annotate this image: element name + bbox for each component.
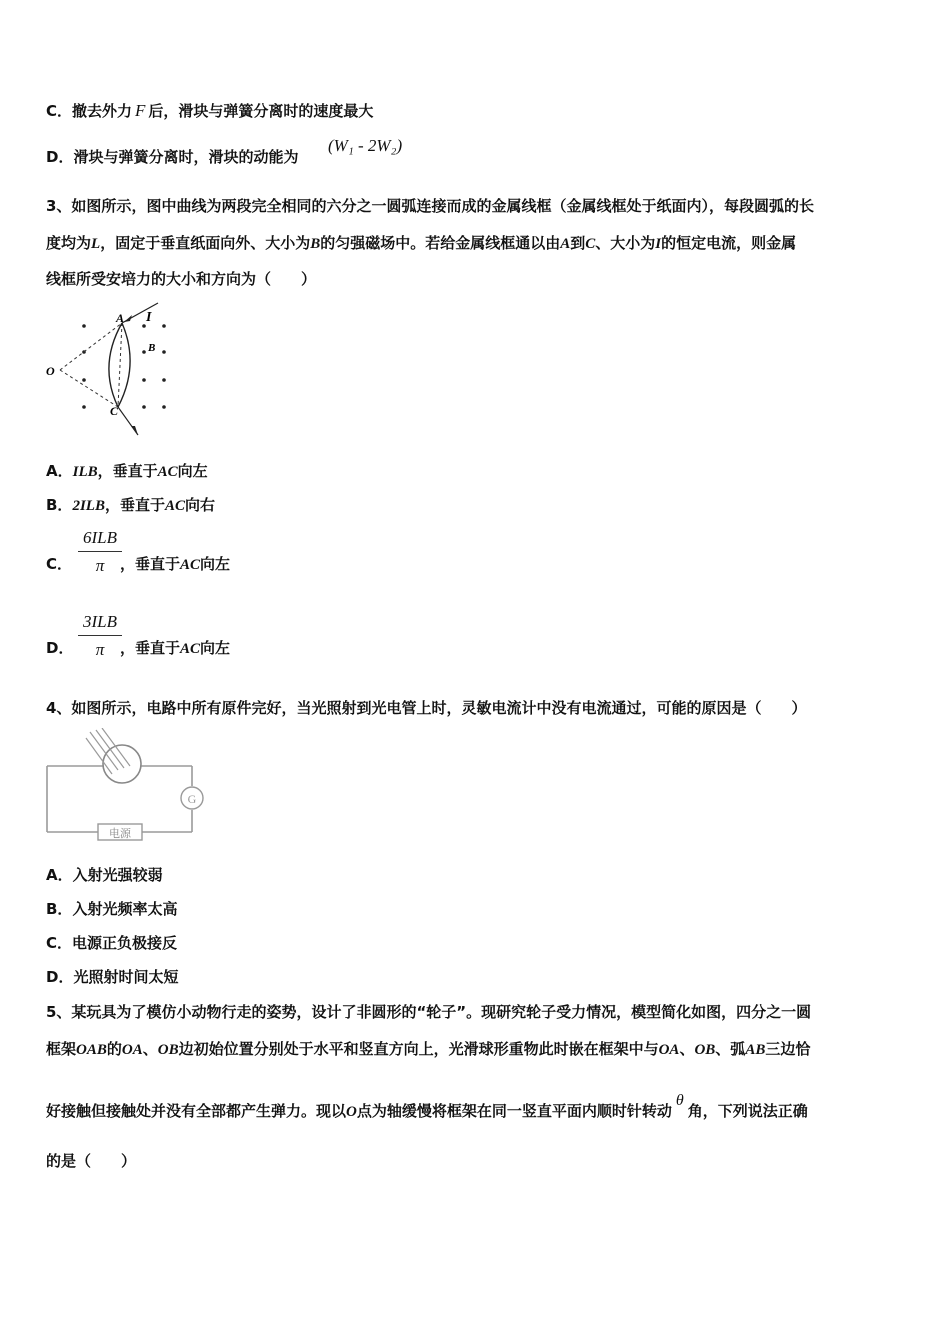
option-direction: 向左 — [200, 555, 231, 573]
label-i: I — [146, 310, 152, 325]
q3-option-d-label: D． — [46, 639, 74, 657]
stem-text: 、弧 — [715, 1040, 746, 1058]
q3-stem-line-1: 3、如图所示，图中曲线为两段完全相同的六分之一圆弧连接而成的金属线框（金属线框处于纸面内），每段圆弧的长 — [46, 197, 814, 215]
stem-text: 的 — [106, 1040, 122, 1058]
var-ob: OB — [157, 1042, 179, 1058]
q3-option-b — [46, 494, 215, 517]
option-label: D． — [46, 148, 74, 166]
option-text: 后，滑块与弹簧分离时的速度最大 — [148, 102, 374, 120]
q3-stem-line-2 — [46, 232, 796, 255]
option-direction: 向左 — [177, 462, 208, 480]
stem-text: 、大小为 — [595, 234, 656, 252]
var-ob: OB — [694, 1042, 716, 1058]
option-value: 2ILB — [72, 498, 105, 514]
q3-option-c-fraction — [78, 528, 122, 576]
fraction-numerator: 6ILB — [78, 528, 122, 552]
var-o: O — [346, 1104, 357, 1120]
label-b: B — [148, 342, 156, 354]
option-label: B． — [46, 900, 73, 918]
stem-text: 的匀强磁场中。若给金属线框通以由 — [320, 234, 561, 252]
force-symbol: F — [135, 101, 146, 120]
current-arrow-in-icon — [124, 315, 132, 322]
option-direction: 向右 — [184, 496, 215, 514]
stem-text: 点为轴缓慢将框架在同一竖直平面内顺时针转动 — [356, 1102, 672, 1120]
option-text: 光照射时间太短 — [73, 968, 179, 986]
var-theta: θ — [675, 1092, 684, 1109]
stem-text: 度均为 — [46, 234, 92, 252]
option-label: A． — [46, 866, 73, 884]
q5-stem-line-2 — [46, 1038, 810, 1061]
q4-option-d — [46, 966, 178, 988]
phototube-icon — [103, 745, 141, 783]
stem-text: 角，下列说法正确 — [687, 1102, 808, 1120]
var-oa: OA — [121, 1042, 143, 1058]
var-c: C — [585, 236, 596, 252]
stem-text: 的恒定电流，则金属 — [661, 234, 797, 252]
q4-option-b — [46, 898, 177, 920]
var-oab: OAB — [76, 1042, 107, 1058]
q3-option-c-text — [120, 553, 230, 576]
q5-stem-line-3 — [46, 1092, 808, 1123]
stem-text: 好接触但接触处并没有全部都产生弹力。现以 — [46, 1102, 347, 1120]
q4-stem: 4、如图所示，电路中所有原件完好，当光照射到光电管上时，灵敏电流计中没有电流通过，可能的原因是（ ） — [46, 699, 807, 717]
q3-option-a — [46, 460, 208, 483]
option-label: C． — [46, 102, 73, 120]
option-label: B． — [46, 496, 73, 514]
option-value: ILB — [72, 464, 98, 480]
var-ac: AC — [157, 464, 178, 480]
kinetic-energy-formula: (W₁ - 2W₂) — [328, 136, 403, 155]
option-text: ，垂直于 — [104, 496, 165, 514]
var-a: A — [560, 236, 571, 252]
galvanometer-label: G — [187, 792, 197, 806]
var-ac: AC — [164, 498, 185, 514]
option-text: 撤去外力 — [72, 102, 133, 120]
var-l: L — [91, 236, 101, 252]
dashed-chord-ac — [118, 323, 122, 407]
option-direction: 向左 — [200, 639, 231, 657]
option-text: ，垂直于 — [97, 462, 158, 480]
option-text: 入射光频率太高 — [72, 900, 178, 918]
stem-text: 三边恰 — [765, 1040, 811, 1058]
q5-stem-line-4: 的是（ ） — [46, 1152, 137, 1170]
q2-option-c — [46, 100, 373, 122]
stem-text: 到 — [570, 234, 586, 252]
label-a: A — [116, 311, 125, 325]
option-text: 电源正负极接反 — [72, 934, 178, 952]
q3-magnetic-field-figure — [40, 295, 180, 440]
var-ac: AC — [180, 641, 201, 657]
fraction-numerator: 3ILB — [78, 612, 122, 636]
option-label: A． — [46, 462, 73, 480]
separator: 、 — [679, 1040, 695, 1058]
option-text: 入射光强较弱 — [72, 866, 163, 884]
var-i: I — [655, 236, 662, 252]
stem-text: 框架 — [46, 1040, 77, 1058]
field-dots — [82, 324, 166, 409]
q3-option-d-text — [120, 637, 230, 660]
option-label: D． — [46, 968, 74, 986]
q4-phototube-circuit-figure — [40, 728, 212, 846]
stem-text: ，固定于垂直纸面向外、大小为 — [100, 234, 311, 252]
fraction-denominator: π — [95, 556, 105, 575]
var-ac: AC — [180, 557, 201, 573]
q4-option-c — [46, 932, 177, 954]
var-oa: OA — [658, 1042, 680, 1058]
stem-text: 边初始位置分别处于水平和竖直方向上，光滑球形重物此时嵌在框架中与 — [178, 1040, 659, 1058]
q3-option-d-fraction — [78, 612, 122, 660]
var-ab: AB — [745, 1042, 766, 1058]
fraction-denominator: π — [95, 640, 105, 659]
separator: 、 — [142, 1040, 158, 1058]
q3-stem-line-3: 线框所受安培力的大小和方向为（ ） — [46, 270, 317, 288]
option-text: ，垂直于 — [120, 555, 181, 573]
q5-stem-line-1: 5、某玩具为了模仿小动物行走的姿势，设计了非圆形的“轮子”。现研究轮子受力情况，模型简化如图，四分之一圆 — [46, 1003, 812, 1021]
power-source-label: 电源 — [109, 827, 131, 840]
q4-option-a — [46, 864, 163, 886]
option-label: C． — [46, 934, 73, 952]
var-b: B — [310, 236, 321, 252]
q2-option-d — [46, 146, 298, 168]
q3-option-c-label: C． — [46, 555, 73, 573]
option-text: 滑块与弹簧分离时，滑块的动能为 — [73, 148, 299, 166]
label-o: O — [46, 364, 55, 378]
label-c: C — [110, 404, 119, 418]
option-text: ，垂直于 — [120, 639, 181, 657]
